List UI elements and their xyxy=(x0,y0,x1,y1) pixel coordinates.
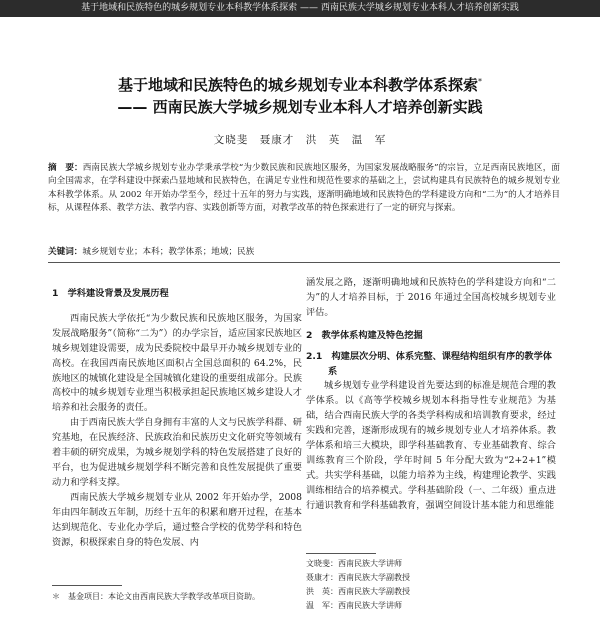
paper-title-line1 xyxy=(0,74,600,95)
section-2-heading: 2 教学体系构建及特色挖掘 xyxy=(306,329,423,341)
abstract xyxy=(48,162,560,216)
subsection-2-1-heading: 2.1 构建层次分明、体系完整、课程结构组织有序的教学体系 xyxy=(306,350,552,377)
author-info-divider xyxy=(306,553,376,554)
keywords-text: 城乡规划专业；本科；教学体系；地域；民族 xyxy=(82,247,255,257)
right-para-1: 城乡规划专业学科建设首先要达到的标准是规范合理的教学体系。以《高等学校城乡规划本科指导性专业规范》为基础，结合西南民族大学的各类学科构成和培训教育要求，经过实践和完善，逐渐形成现有的城乡规划专业人才培养体系。教学体系和培三大模块，即学科基础教育、专业基础教育、综合训练教育三个阶段，学年时间 5 年分配大致为“2+2+1”模式。共实学科基础，以能力培养为主线，构建理论教学、实践训练相结合的培养模式。学科基础阶段（一、二年级）重点进行通识教育和学科基础教育，强调空间设计基本能力和思维能 xyxy=(306,380,556,511)
title-text: 基于地域和民族特色的城乡规划专业本科教学体系探索 xyxy=(117,76,478,94)
keywords xyxy=(48,245,560,257)
left-para-2: 由于西南民族大学自身拥有丰富的人文与民族学科群、研究基地，在民族经济、民族政治和民族历史文化研究等领域有着丰硕的研究成果，为城乡规划学科的特色发展搭建了良好的平台，也为促进城乡规划学科不断完善和良性发展提供了重要动力和学科支撑。 xyxy=(52,417,302,488)
section-1-heading: 1 学科建设背景及发展历程 xyxy=(52,288,169,299)
footnote-divider xyxy=(52,585,122,586)
abstract-text: 西南民族大学城乡规划专业办学秉承学校“为少数民族和民族地区服务，为国家发展战略服务”的宗旨，立足西南民族地区，面向全国需求，在学科建设中探索凸显地域和民族特色，在满足专业性和规范性要求的基础之上，尝试构建具有民族特色的城乡规划专业本科教学体系。从 2002 年开始办学至今，经过十五年的努力与实践，逐渐明确地域和民族特色的学科建设方向和“二为”的人才培养目标，从课程体系、教学方法、教学内容、实践创新等方面，对教学改革的特色探索进行了一定的研究与探索。 xyxy=(48,163,560,214)
footnote: ＊ 基金项目：本论文由西南民族大学教学改革项目资助。 xyxy=(52,592,260,601)
author-info-line-4: 温 军：西南民族大学讲师 xyxy=(306,601,402,610)
paper-title-line2: —— 西南民族大学城乡规划专业本科人才培养创新实践 xyxy=(117,98,483,116)
abstract-divider xyxy=(48,262,560,263)
abstract-label: 摘 要： xyxy=(48,163,83,173)
author-info-line-3: 洪 英：西南民族大学副教授 xyxy=(306,587,410,596)
right-para-continued: 涵发展之路，逐渐明确地域和民族特色的学科建设方向和“二为”的人才培养目标，于 2016 年通过全国高校城乡规划专业评估。 xyxy=(306,277,556,318)
title-footnote-marker: * xyxy=(478,77,482,86)
left-column xyxy=(52,287,302,550)
right-column xyxy=(306,276,556,514)
left-para-1: 西南民族大学依托“为少数民族和民族地区服务，为国家发展战略服务”（简称“二为”）的办学宗旨，适应国家民族地区城乡规划建设需要，成为民委院校中最早开办城乡规划专业的高校。在我国西南民族地区面积占全国总面积的 64.2%，民族地区的城镇化建设是全国城镇化建设的重要组成部分。民族高校中的城乡规划专业理当积极承担起民族地区城乡建设人才培养和社会服务的责任。 xyxy=(52,312,302,414)
author-info-line-2: 聂康才：西南民族大学副教授 xyxy=(306,573,410,582)
keywords-label: 关键词： xyxy=(48,247,83,257)
author-list: 文晓斐 聂康才 洪 英 温 军 xyxy=(213,134,387,146)
author-info xyxy=(306,557,556,613)
running-head: 基于地域和民族特色的城乡规划专业本科教学体系探索 —— 西南民族大学城乡规划专业本科人才培养创新实践 xyxy=(0,0,600,17)
author-info-line-1: 文晓斐：西南民族大学讲师 xyxy=(306,559,402,568)
left-para-3: 西南民族大学城乡规划专业从 2002 年开始办学，2008 年由四年制改五年制，历经十五年的积累和磨开过程，在基本达到规范化、专业化办学后，通过整合学校的优势学科和特色资源，积极探索自身的特色发展、内 xyxy=(52,491,302,548)
